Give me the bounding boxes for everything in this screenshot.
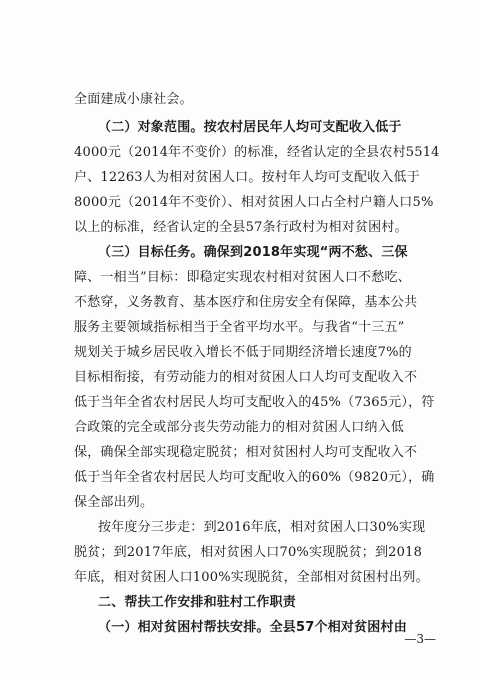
section-heading-scope: （二）对象范围。按农村居民年人均可支配收入低于: [98, 120, 402, 135]
paragraph-line: 服务主要领域指标相当于全省平均水平。与我省“十三五”: [74, 320, 405, 335]
section-heading-arrangement: （一）相对贫困村帮扶安排。全县57个相对贫困村由: [98, 620, 407, 635]
paragraph-line: 脱贫；到2017年底，相对贫困人口70%实现脱贫；到2018: [74, 545, 423, 560]
paragraph-line: 保全部出列。: [74, 495, 154, 510]
paragraph-line: 目标相衔接，有劳动能力的相对贫困人口人均可支配收入不: [74, 370, 418, 385]
paragraph-line: 合政策的完全或部分丧失劳动能力的相对贫困人口纳入低: [74, 420, 405, 435]
paragraph-line: 规划关于城乡居民收入增长不低于同期经济增长速度7%的: [74, 345, 412, 360]
chapter-heading: 二、帮扶工作安排和驻村工作职责: [98, 595, 297, 610]
paragraph-line: 年底，相对贫困人口100%实现脱贫，全部相对贫困村出列。: [74, 570, 429, 585]
paragraph-line: 障、一相当”目标：即稳定实现农村相对贫困人口不愁吃、: [74, 270, 411, 285]
paragraph-line: 低于当年全省农村居民人均可支配收入的45%（7365元），符: [74, 395, 435, 410]
paragraph-line: 4000元（2014年不变价）的标准，经省认定的全县农村5514: [74, 145, 440, 160]
paragraph-line: 按年度分三步走：到2016年底，相对贫困人口30%实现: [98, 520, 426, 535]
paragraph-line: 低于当年全省农村居民人均可支配收入的60%（9820元），确: [74, 470, 435, 485]
paragraph-line: 不愁穿，义务教育、基本医疗和住房安全有保障，基本公共: [74, 295, 418, 310]
paragraph-line: 8000元（2014年不变价）、相对贫困人口占全村户籍人口5%: [74, 195, 434, 210]
paragraph-line: 保，确保全部实现稳定脱贫；相对贫困村人均可支配收入不: [74, 445, 418, 460]
paragraph-line: 全面建成小康社会。: [74, 92, 193, 107]
paragraph-line: 户、12263人为相对贫困人口。按村年人均可支配收入低于: [74, 170, 420, 185]
page-number: —3—: [404, 632, 436, 646]
section-heading-goals: （三）目标任务。确保到2018年实现“两不愁、三保: [98, 245, 408, 260]
paragraph-line: 以上的标准，经省认定的全县57条行政村为相对贫困村。: [74, 220, 408, 235]
